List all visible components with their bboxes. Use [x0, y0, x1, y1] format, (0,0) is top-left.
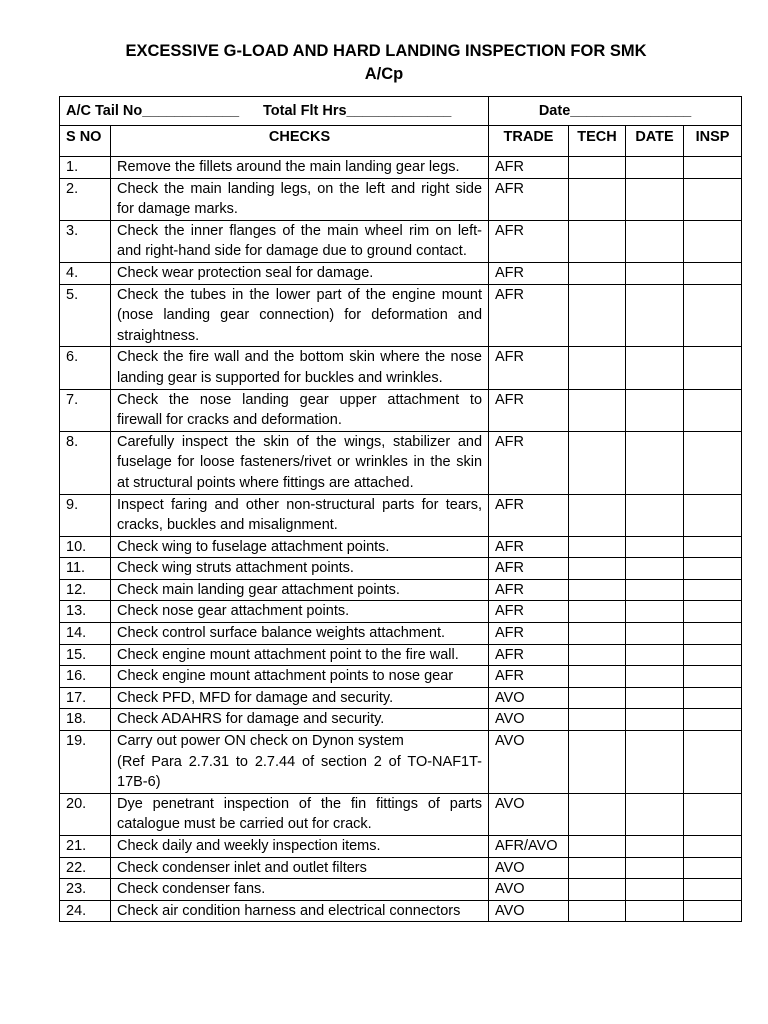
row-insp-cell[interactable]: [684, 687, 742, 709]
row-insp-cell[interactable]: [684, 579, 742, 601]
inspection-table: [59, 96, 742, 922]
table-row: [60, 494, 742, 536]
check-text: Check main landing gear attachment points.: [117, 581, 400, 598]
table-row: [60, 731, 742, 794]
tail-number-field[interactable]: A/C Tail No____________: [66, 102, 240, 119]
row-trade: AVO: [489, 857, 569, 879]
header-date: DATE: [626, 126, 684, 157]
check-text: Check condenser fans.: [117, 881, 266, 898]
check-text: Check nose gear attachment points.: [117, 603, 350, 620]
row-date-cell[interactable]: [626, 644, 684, 666]
check-text: Check wear protection seal for damage.: [117, 264, 374, 281]
row-tech-cell[interactable]: [569, 601, 626, 623]
row-check: [111, 389, 489, 431]
row-date-cell[interactable]: [626, 494, 684, 536]
row-trade: AFR: [489, 262, 569, 284]
row-number: 11.: [60, 558, 111, 580]
row-insp-cell[interactable]: [684, 220, 742, 262]
page-subtitle: A/Cp: [364, 65, 404, 83]
row-insp-cell[interactable]: [684, 644, 742, 666]
row-date-cell[interactable]: [626, 836, 684, 858]
table-row: [60, 857, 742, 879]
row-trade: AFR: [489, 558, 569, 580]
check-text: Carry out power ON check on Dynon system: [117, 733, 404, 750]
check-text: Check the inner flanges of the main wheel rim on left-and right-hand side for damage due to ground contact.: [117, 222, 483, 260]
row-number: 19.: [60, 731, 111, 794]
row-insp-cell[interactable]: [684, 731, 742, 794]
row-check: [111, 347, 489, 389]
check-text: Check the tubes in the lower part of the engine mount (nose landing gear connection) for deformation and straightness.: [117, 286, 483, 344]
row-trade: AFR: [489, 347, 569, 389]
check-text: Check the fire wall and the bottom skin where the nose landing gear is supported for buckles and wrinkles.: [117, 349, 483, 386]
check-text: Check air condition harness and electrical connectors: [117, 902, 461, 919]
row-check: [111, 601, 489, 623]
row-date-cell[interactable]: [626, 857, 684, 879]
table-row: [60, 623, 742, 645]
row-tech-cell[interactable]: [569, 536, 626, 558]
row-check: [111, 558, 489, 580]
row-check: [111, 623, 489, 645]
check-text: Check wing to fuselage attachment points.: [117, 538, 390, 555]
row-check: [111, 220, 489, 262]
row-tech-cell[interactable]: [569, 857, 626, 879]
row-insp-cell[interactable]: [684, 836, 742, 858]
row-tech-cell[interactable]: [569, 431, 626, 494]
row-tech-cell[interactable]: [569, 836, 626, 858]
row-date-cell[interactable]: [626, 793, 684, 835]
row-trade: AVO: [489, 709, 569, 731]
row-check: [111, 494, 489, 536]
row-insp-cell[interactable]: [684, 284, 742, 347]
row-date-cell[interactable]: [626, 666, 684, 688]
check-text: Check PFD, MFD for damage and security.: [117, 689, 394, 706]
table-row: [60, 284, 742, 347]
row-number: 3.: [60, 220, 111, 262]
row-tech-cell[interactable]: [569, 494, 626, 536]
row-number: 6.: [60, 347, 111, 389]
row-date-cell[interactable]: [626, 687, 684, 709]
row-number: 24.: [60, 900, 111, 922]
row-number: 5.: [60, 284, 111, 347]
row-trade: AFR: [489, 220, 569, 262]
row-insp-cell[interactable]: [684, 262, 742, 284]
row-date-cell[interactable]: [626, 284, 684, 347]
row-date-cell[interactable]: [626, 157, 684, 179]
row-number: 23.: [60, 879, 111, 901]
table-row: [60, 558, 742, 580]
table-row: [60, 644, 742, 666]
row-check: [111, 262, 489, 284]
row-trade: AFR: [489, 494, 569, 536]
row-trade: AFR: [489, 389, 569, 431]
row-tech-cell[interactable]: [569, 879, 626, 901]
row-tech-cell[interactable]: [569, 262, 626, 284]
table-row: [60, 836, 742, 858]
row-check: [111, 157, 489, 179]
row-tech-cell[interactable]: [569, 623, 626, 645]
row-date-cell[interactable]: [626, 731, 684, 794]
row-number: 15.: [60, 644, 111, 666]
row-number: 22.: [60, 857, 111, 879]
table-row: [60, 900, 742, 922]
row-check: [111, 731, 489, 794]
row-insp-cell[interactable]: [684, 536, 742, 558]
table-row: [60, 579, 742, 601]
row-trade: AFR: [489, 623, 569, 645]
row-insp-cell[interactable]: [684, 157, 742, 179]
row-trade: AFR: [489, 284, 569, 347]
row-number: 18.: [60, 709, 111, 731]
row-date-cell[interactable]: [626, 389, 684, 431]
row-date-cell[interactable]: [626, 579, 684, 601]
row-date-cell[interactable]: [626, 623, 684, 645]
row-trade: AFR: [489, 178, 569, 220]
row-trade: AFR: [489, 666, 569, 688]
header-trade: TRADE: [489, 126, 569, 157]
table-row: [60, 601, 742, 623]
row-check: [111, 666, 489, 688]
row-number: 9.: [60, 494, 111, 536]
row-insp-cell[interactable]: [684, 900, 742, 922]
row-tech-cell[interactable]: [569, 709, 626, 731]
row-tech-cell[interactable]: [569, 579, 626, 601]
row-insp-cell[interactable]: [684, 709, 742, 731]
row-tech-cell[interactable]: [569, 284, 626, 347]
check-text: Check the main landing legs, on the left and right side for damage marks.: [117, 180, 483, 218]
row-trade: AVO: [489, 731, 569, 794]
check-text: Carefully inspect the skin of the wings, stabilizer and fuselage for loose fasteners/rivet or wrinkles in the skin at structural points where fittings are attached.: [117, 433, 483, 491]
row-check: [111, 879, 489, 901]
row-check: [111, 709, 489, 731]
row-insp-cell[interactable]: [684, 601, 742, 623]
table-row: [60, 687, 742, 709]
row-trade: AFR: [489, 157, 569, 179]
check-text: Check ADAHRS for damage and security.: [117, 711, 385, 728]
row-number: 7.: [60, 389, 111, 431]
check-text: Dye penetrant inspection of the fin fittings of parts catalogue must be carried out for crack.: [117, 795, 483, 833]
table-row: [60, 666, 742, 688]
row-insp-cell[interactable]: [684, 857, 742, 879]
row-number: 10.: [60, 536, 111, 558]
row-check: [111, 793, 489, 835]
table-row: [60, 536, 742, 558]
table-row: [60, 431, 742, 494]
row-date-cell[interactable]: [626, 879, 684, 901]
check-text: Check condenser inlet and outlet filters: [117, 859, 367, 876]
row-tech-cell[interactable]: [569, 347, 626, 389]
row-check: [111, 836, 489, 858]
row-date-cell[interactable]: [626, 347, 684, 389]
row-check: [111, 900, 489, 922]
row-tech-cell[interactable]: [569, 666, 626, 688]
row-check: [111, 536, 489, 558]
row-check: [111, 579, 489, 601]
row-date-cell[interactable]: [626, 431, 684, 494]
row-tech-cell[interactable]: [569, 793, 626, 835]
row-check: [111, 284, 489, 347]
row-trade: AFR: [489, 644, 569, 666]
row-number: 21.: [60, 836, 111, 858]
row-insp-cell[interactable]: [684, 178, 742, 220]
header-checks: CHECKS: [111, 126, 489, 157]
table-row: [60, 262, 742, 284]
row-tech-cell[interactable]: [569, 687, 626, 709]
row-insp-cell[interactable]: [684, 879, 742, 901]
row-number: 2.: [60, 178, 111, 220]
check-text: Check control surface balance weights attachment.: [117, 625, 446, 642]
row-number: 16.: [60, 666, 111, 688]
table-row: [60, 793, 742, 835]
table-row: [60, 347, 742, 389]
row-number: 1.: [60, 157, 111, 179]
header-tech: TECH: [569, 126, 626, 157]
row-number: 20.: [60, 793, 111, 835]
row-insp-cell[interactable]: [684, 558, 742, 580]
row-insp-cell[interactable]: [684, 793, 742, 835]
row-check: [111, 857, 489, 879]
row-date-cell[interactable]: [626, 262, 684, 284]
row-date-cell[interactable]: [626, 558, 684, 580]
table-row: [60, 879, 742, 901]
table-row: [60, 178, 742, 220]
row-trade: AVO: [489, 879, 569, 901]
row-trade: AVO: [489, 900, 569, 922]
row-check: [111, 687, 489, 709]
row-tech-cell[interactable]: [569, 178, 626, 220]
row-date-cell[interactable]: [626, 178, 684, 220]
row-number: 8.: [60, 431, 111, 494]
row-insp-cell[interactable]: [684, 494, 742, 536]
row-check: [111, 644, 489, 666]
row-tech-cell[interactable]: [569, 558, 626, 580]
form-fields-row: [60, 97, 742, 126]
check-text: Check engine mount attachment points to nose gear: [117, 668, 454, 685]
table-row: [60, 389, 742, 431]
row-tech-cell[interactable]: [569, 644, 626, 666]
row-insp-cell[interactable]: [684, 431, 742, 494]
row-date-cell[interactable]: [626, 709, 684, 731]
row-date-cell[interactable]: [626, 900, 684, 922]
check-reference-text: (Ref Para 2.7.31 to 2.7.44 of section 2 of TO-NAF1T-17B-6): [117, 753, 483, 791]
row-trade: AFR: [489, 579, 569, 601]
row-insp-cell[interactable]: [684, 623, 742, 645]
row-trade: AFR: [489, 431, 569, 494]
row-trade: AFR: [489, 536, 569, 558]
row-date-cell[interactable]: [626, 601, 684, 623]
row-tech-cell[interactable]: [569, 220, 626, 262]
row-trade: AVO: [489, 793, 569, 835]
check-text: Check the nose landing gear upper attachment to firewall for cracks and deformation.: [117, 391, 483, 429]
row-number: 4.: [60, 262, 111, 284]
row-insp-cell[interactable]: [684, 666, 742, 688]
row-trade: AVO: [489, 687, 569, 709]
check-text: Check engine mount attachment point to the fire wall.: [117, 646, 459, 663]
row-insp-cell[interactable]: [684, 347, 742, 389]
row-insp-cell[interactable]: [684, 389, 742, 431]
check-text: Check wing struts attachment points.: [117, 560, 354, 577]
row-date-cell[interactable]: [626, 220, 684, 262]
row-tech-cell[interactable]: [569, 731, 626, 794]
table-row: [60, 157, 742, 179]
row-tech-cell[interactable]: [569, 157, 626, 179]
row-number: 17.: [60, 687, 111, 709]
check-text: Remove the fillets around the main landing gear legs.: [117, 159, 460, 175]
row-number: 13.: [60, 601, 111, 623]
row-date-cell[interactable]: [626, 536, 684, 558]
row-number: 12.: [60, 579, 111, 601]
table-row: [60, 709, 742, 731]
row-check: [111, 178, 489, 220]
header-row: [60, 126, 742, 157]
row-number: 14.: [60, 623, 111, 645]
row-trade: AFR/AVO: [489, 836, 569, 858]
row-check: [111, 431, 489, 494]
date-field[interactable]: Date_______________: [489, 97, 742, 126]
header-sno: S NO: [60, 126, 111, 157]
page-title: EXCESSIVE G-LOAD AND HARD LANDING INSPECTION FOR SMK: [125, 42, 647, 60]
tail-and-hours-cell: [60, 97, 489, 126]
row-trade: AFR: [489, 601, 569, 623]
row-tech-cell[interactable]: [569, 900, 626, 922]
table-row: [60, 220, 742, 262]
check-text: Inspect faring and other non-structural parts for tears, cracks, buckles and misalignment.: [117, 496, 483, 534]
header-insp: INSP: [684, 126, 742, 157]
row-tech-cell[interactable]: [569, 389, 626, 431]
total-flight-hours-field[interactable]: Total Flt Hrs_____________: [263, 102, 452, 119]
check-text: Check daily and weekly inspection items.: [117, 838, 381, 854]
